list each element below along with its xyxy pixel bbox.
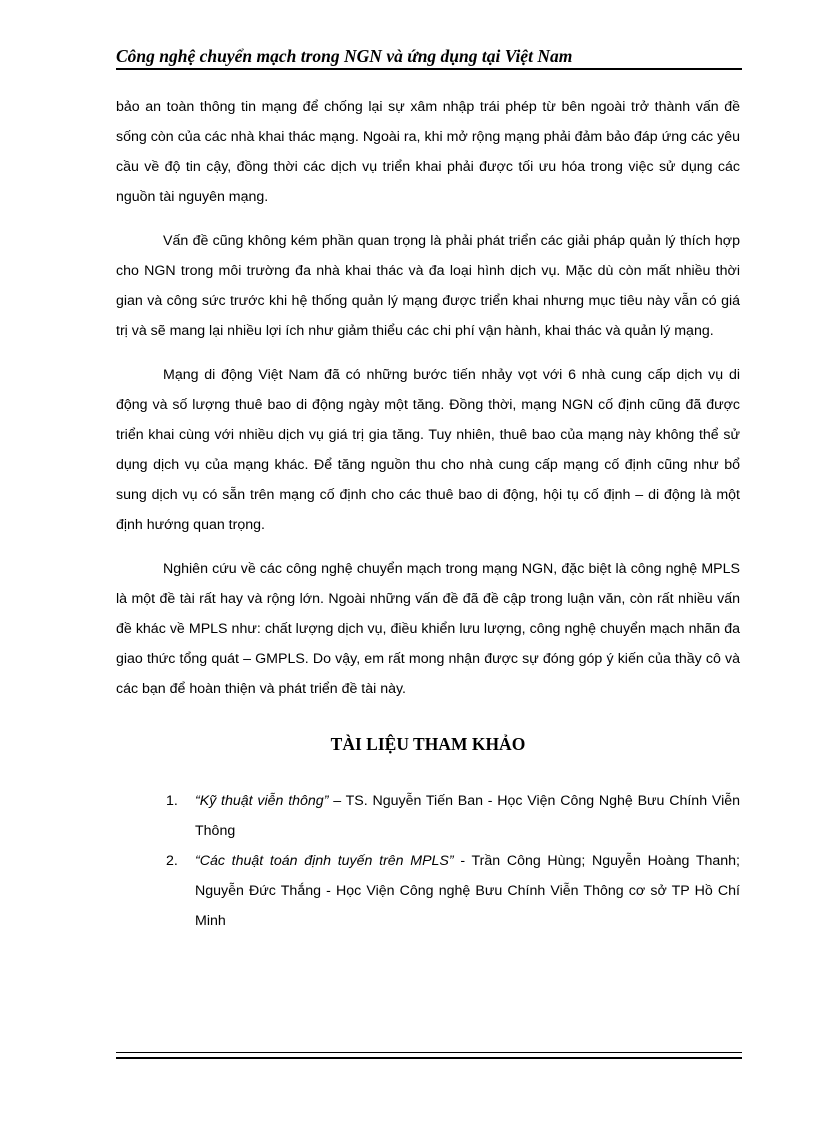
reference-number: 2. (166, 853, 178, 869)
document-body (116, 92, 740, 936)
reference-details: - Trần Công Hùng; Nguyễn Hoàng Thanh; Nguyễn Đức Thắng - Học Viện Công nghệ Bưu Chính Viễn Thông cơ sở TP Hồ Chí Minh (195, 853, 740, 929)
reference-item (116, 846, 740, 936)
footer-rule (116, 1052, 742, 1059)
reference-number: 1. (166, 793, 178, 809)
reference-details: – TS. Nguyễn Tiến Ban - Học Viện Công Nghệ Bưu Chính Viễn Thông (195, 793, 741, 839)
reference-item (116, 786, 740, 846)
paragraph-4: Nghiên cứu về các công nghệ chuyển mạch trong mạng NGN, đặc biệt là công nghệ MPLS là một đề tài rất hay và rộng lớn. Ngoài những vấn đề đã đề cập trong luận văn, còn rất nhiều vấn đề khác về MPLS như: chất lượng dịch vụ, điều khiển lưu lượng, công nghệ chuyển mạch nhãn đa giao thức tổng quát – GMPLS. Do vậy, em rất mong nhận được sự đóng góp ý kiến của thầy cô và các bạn để hoàn thiện và phát triển đề tài này. (116, 561, 740, 697)
references-list (116, 786, 740, 936)
paragraph-1: bảo an toàn thông tin mạng để chống lại sự xâm nhập trái phép từ bên ngoài trở thành vấn đề sống còn của các nhà khai thác mạng. Ngoài ra, khi mở rộng mạng phải đảm bảo đáp ứng các yêu cầu về độ tin cậy, đồng thời các dịch vụ triển khai phải được tối ưu hóa trong việc sử dụng các nguồn tài nguyên mạng. (116, 99, 740, 205)
reference-title: “Kỹ thuật viễn thông” (195, 793, 329, 809)
references-heading: TÀI LIỆU THAM KHẢO (330, 734, 526, 754)
paragraph-3: Mạng di động Việt Nam đã có những bước tiến nhảy vọt với 6 nhà cung cấp dịch vụ di động và số lượng thuê bao di động ngày một tăng. Đồng thời, mạng NGN cố định cũng đã được triển khai cùng với nhiều dịch vụ giá trị gia tăng. Tuy nhiên, thuê bao của mạng này không thể sử dụng dịch vụ của mạng khác. Để tăng nguồn thu cho nhà cung cấp mạng cố định cũng như bổ sung dịch vụ có sẵn trên mạng cố định cho các thuê bao di động, hội tụ cố định – di động là một định hướng quan trọng. (116, 367, 740, 533)
reference-title: “Các thuật toán định tuyến trên MPLS” (195, 853, 454, 869)
header-rule (116, 68, 742, 70)
paragraph-2: Vấn đề cũng không kém phần quan trọng là phải phát triển các giải pháp quản lý thích hợp cho NGN trong môi trường đa nhà khai thác và đa loại hình dịch vụ. Mặc dù còn mất nhiều thời gian và công sức trước khi hệ thống quản lý mạng được triển khai nhưng mục tiêu này vẫn có giá trị và sẽ mang lại nhiều lợi ích như giảm thiểu các chi phí vận hành, khai thác và quản lý mạng. (116, 233, 740, 339)
page-header-title: Công nghệ chuyển mạch trong NGN và ứng dụng tại Việt Nam (116, 46, 573, 66)
